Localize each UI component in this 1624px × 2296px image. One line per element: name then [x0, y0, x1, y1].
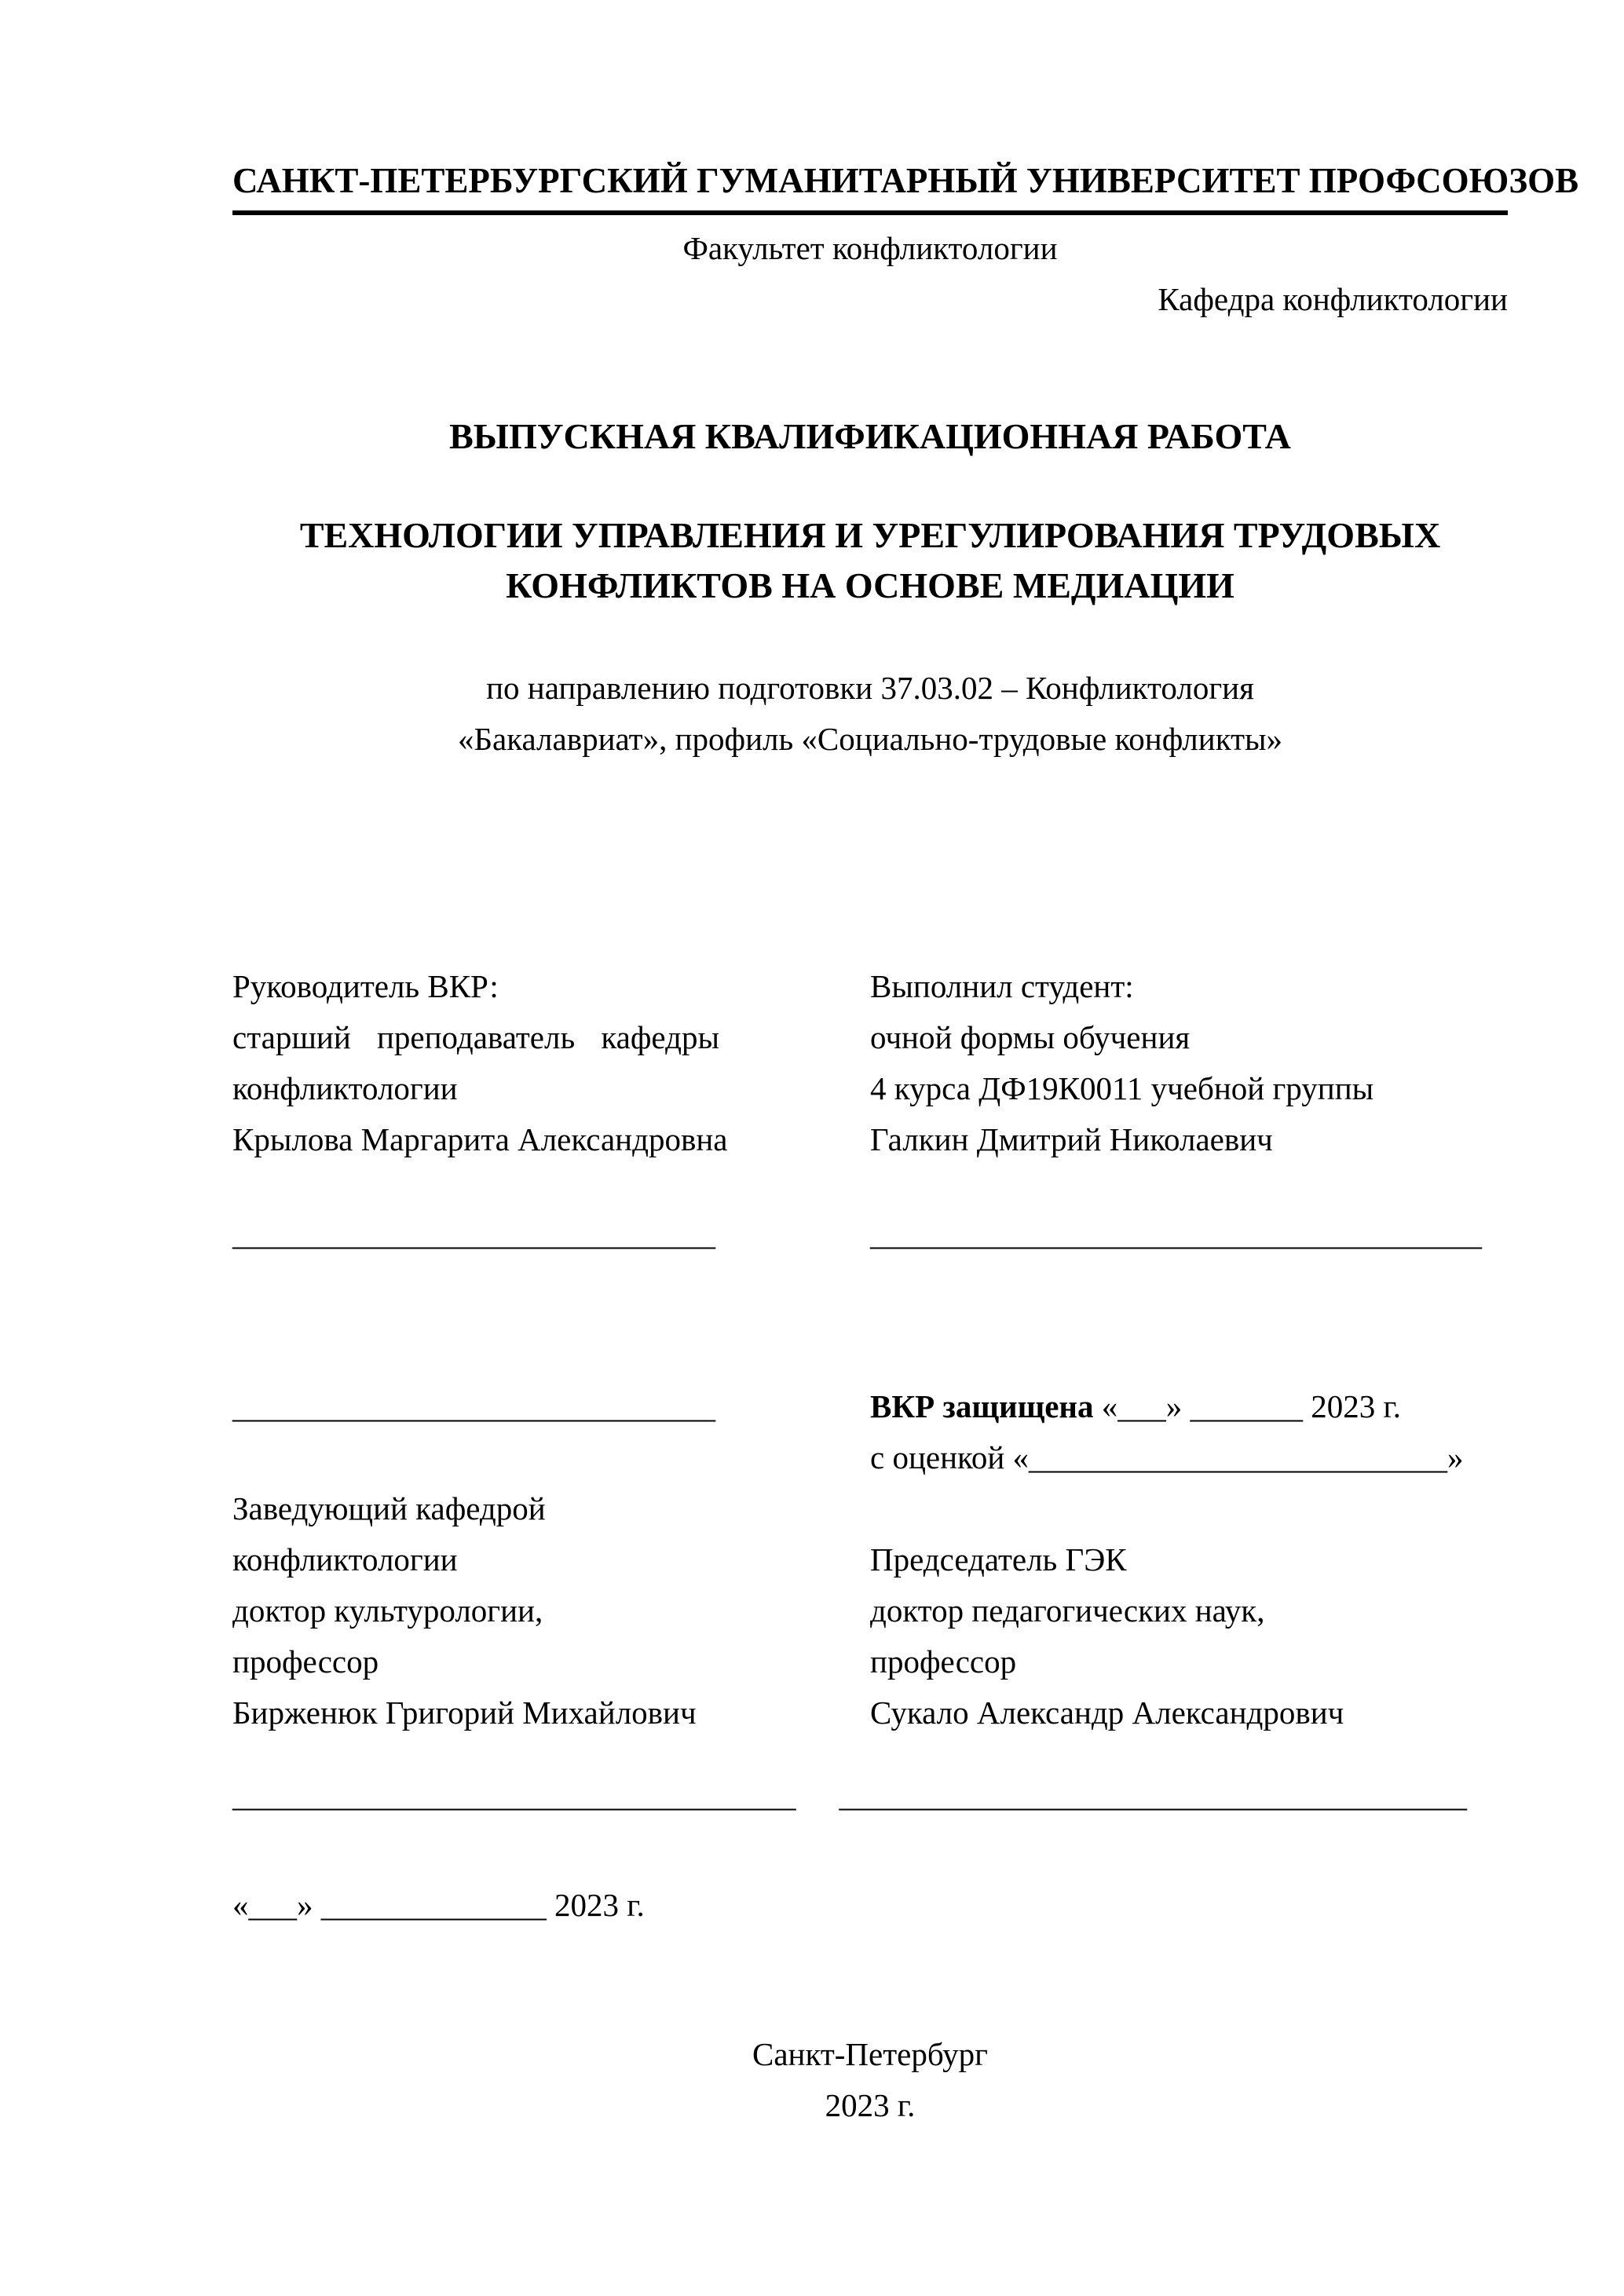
- gec-chair-block: [870, 1534, 1508, 1738]
- defense-line: [870, 1381, 1508, 1432]
- student-name: Галкин Дмитрий Николаевич: [870, 1121, 1273, 1157]
- signature-row-2: [232, 1381, 1508, 1483]
- gec-chair-line1: Председатель ГЭК: [870, 1541, 1127, 1578]
- program-block: [232, 663, 1508, 765]
- people-block: [232, 961, 1508, 1165]
- program-line1: по направлению подготовки 37.03.02 – Конфликтология: [486, 670, 1254, 706]
- student-label: Выполнил студент:: [870, 968, 1134, 1004]
- signature-row-bottom: [232, 1770, 1508, 1821]
- gec-chair-signature-line: _______________________________________: [839, 1777, 1467, 1813]
- head-dept-line4: профессор: [232, 1643, 379, 1680]
- head-of-department-block: [232, 1483, 719, 1738]
- student-form-line: очной формы обучения: [870, 1019, 1191, 1055]
- student-group-line: 4 курса ДФ19К0011 учебной группы: [870, 1070, 1374, 1106]
- supervisor-name: Крылова Маргарита Александровна: [232, 1121, 728, 1157]
- supervisor-block: [232, 961, 728, 1165]
- gec-chair-name: Сукало Александр Александрович: [870, 1695, 1344, 1731]
- program-line2: «Бакалавриат», профиль «Социально-трудовые конфликты»: [457, 721, 1283, 757]
- gec-chair-line2: доктор педагогических наук,: [870, 1592, 1265, 1629]
- city-line: Санкт-Петербург: [752, 2036, 988, 2072]
- head-dept-line1: Заведующий кафедрой: [232, 1490, 546, 1526]
- city-year-block: [232, 2029, 1508, 2131]
- signature-row-1: [232, 1208, 1508, 1260]
- university-name: САНКТ-ПЕТЕРБУРГСКИЙ ГУМАНИТАРНЫЙ УНИВЕРСИТЕТ ПРОФСОЮЗОВ: [232, 157, 1508, 215]
- thesis-title: [232, 510, 1508, 611]
- thesis-title-line2: КОНФЛИКТОВ НА ОСНОВЕ МЕДИАЦИИ: [506, 565, 1234, 605]
- date-line: «___» ______________ 2023 г.: [232, 1887, 645, 1923]
- supervisor-position-line2: конфликтологии: [232, 1070, 458, 1106]
- work-type-title: ВЫПУСКНАЯ КВАЛИФИКАЦИОННАЯ РАБОТА: [449, 416, 1291, 456]
- student-signature-line: ______________________________________: [870, 1216, 1482, 1252]
- supervisor-signature-line-2: ______________________________: [232, 1388, 715, 1424]
- column-gap: [719, 961, 870, 1165]
- head-dept-name: Бирженюк Григорий Михайлович: [232, 1695, 697, 1731]
- grade-line: с оценкой «__________________________»: [870, 1439, 1464, 1475]
- gec-chair-line3: профессор: [870, 1643, 1017, 1680]
- defense-defended-rest: «___» _______ 2023 г.: [1093, 1388, 1401, 1424]
- faculty-line: Факультет конфликтологии: [682, 230, 1058, 266]
- thesis-title-line1: ТЕХНОЛОГИИ УПРАВЛЕНИЯ И УРЕГУЛИРОВАНИЯ ТРУДОВЫХ: [299, 515, 1441, 555]
- head-dept-signature-line: ___________________________________: [232, 1777, 796, 1813]
- head-dept-line2: конфликтологии: [232, 1541, 458, 1578]
- defense-defended-label: ВКР защищена: [870, 1388, 1094, 1424]
- supervisor-label: Руководитель ВКР:: [232, 968, 499, 1004]
- supervisor-position-line1: старший преподаватель кафедры: [232, 1019, 719, 1055]
- officials-block: [232, 1483, 1508, 1738]
- head-dept-line3: доктор культурологии,: [232, 1592, 543, 1629]
- year-line: 2023 г.: [825, 2087, 916, 2123]
- supervisor-signature-line: ______________________________: [232, 1216, 715, 1252]
- department-line: Кафедра конфликтологии: [1158, 281, 1508, 317]
- student-block: [870, 961, 1508, 1165]
